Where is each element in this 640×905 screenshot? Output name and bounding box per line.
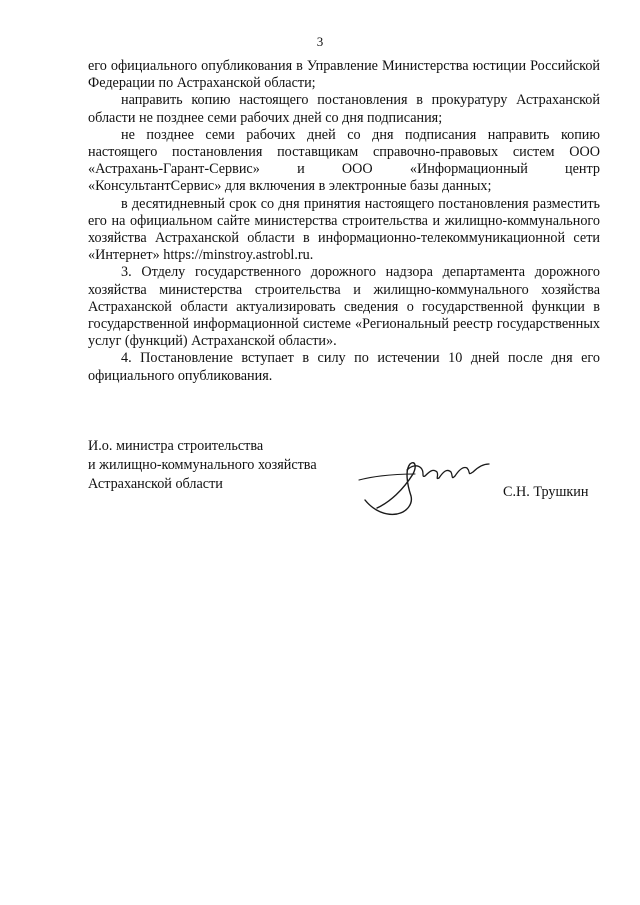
paragraph-item-3: 3. Отделу государственного дорожного надзора департамента дорожного хозяйства министерства строительства и жилищно-коммунального хозяйства Астраханской области актуализировать сведения о государственной функции в государственной информационной системе «Региональный реестр государственных услуг (функций) Астраханской области». [88,264,600,350]
signatory-title [88,437,317,494]
document-body [88,58,600,385]
handwritten-signature [355,450,500,522]
signatory-line-1: И.о. министра строительства [88,438,264,454]
page-number: 3 [316,34,324,49]
paragraph-website: в десятидневный срок со дня принятия настоящего постановления разместить его на официальном сайте министерства строительства и жилищно-коммунального хозяйства Астраханской области в информационно-телекоммуникационной сети «Интернет» https://minstroy.astrobl.ru. [88,195,600,264]
signatory-line-2: и жилищно-коммунального хозяйства [88,457,317,473]
signatory-line-3: Астраханской области [88,476,223,492]
paragraph-legal-systems: не позднее семи рабочих дней со дня подписания направить копию настоящего постановления поставщикам справочно-правовых систем ООО «Астрахань-Гарант-Сервис» и ООО «Информационный центр «КонсультантСервис» для включения в электронные базы данных; [88,126,600,195]
paragraph-item-4: 4. Постановление вступает в силу по истечении 10 дней после дня его официального опубликования. [88,350,600,384]
paragraph-prosecutor: направить копию настоящего постановления в прокуратуру Астраханской области не позднее семи рабочих дней со дня подписания; [88,92,600,126]
signer-name: С.Н. Трушкин [503,484,589,500]
paragraph-continuation: его официального опубликования в Управление Министерства юстиции Российской Федерации по Астраханской области; [88,58,600,92]
